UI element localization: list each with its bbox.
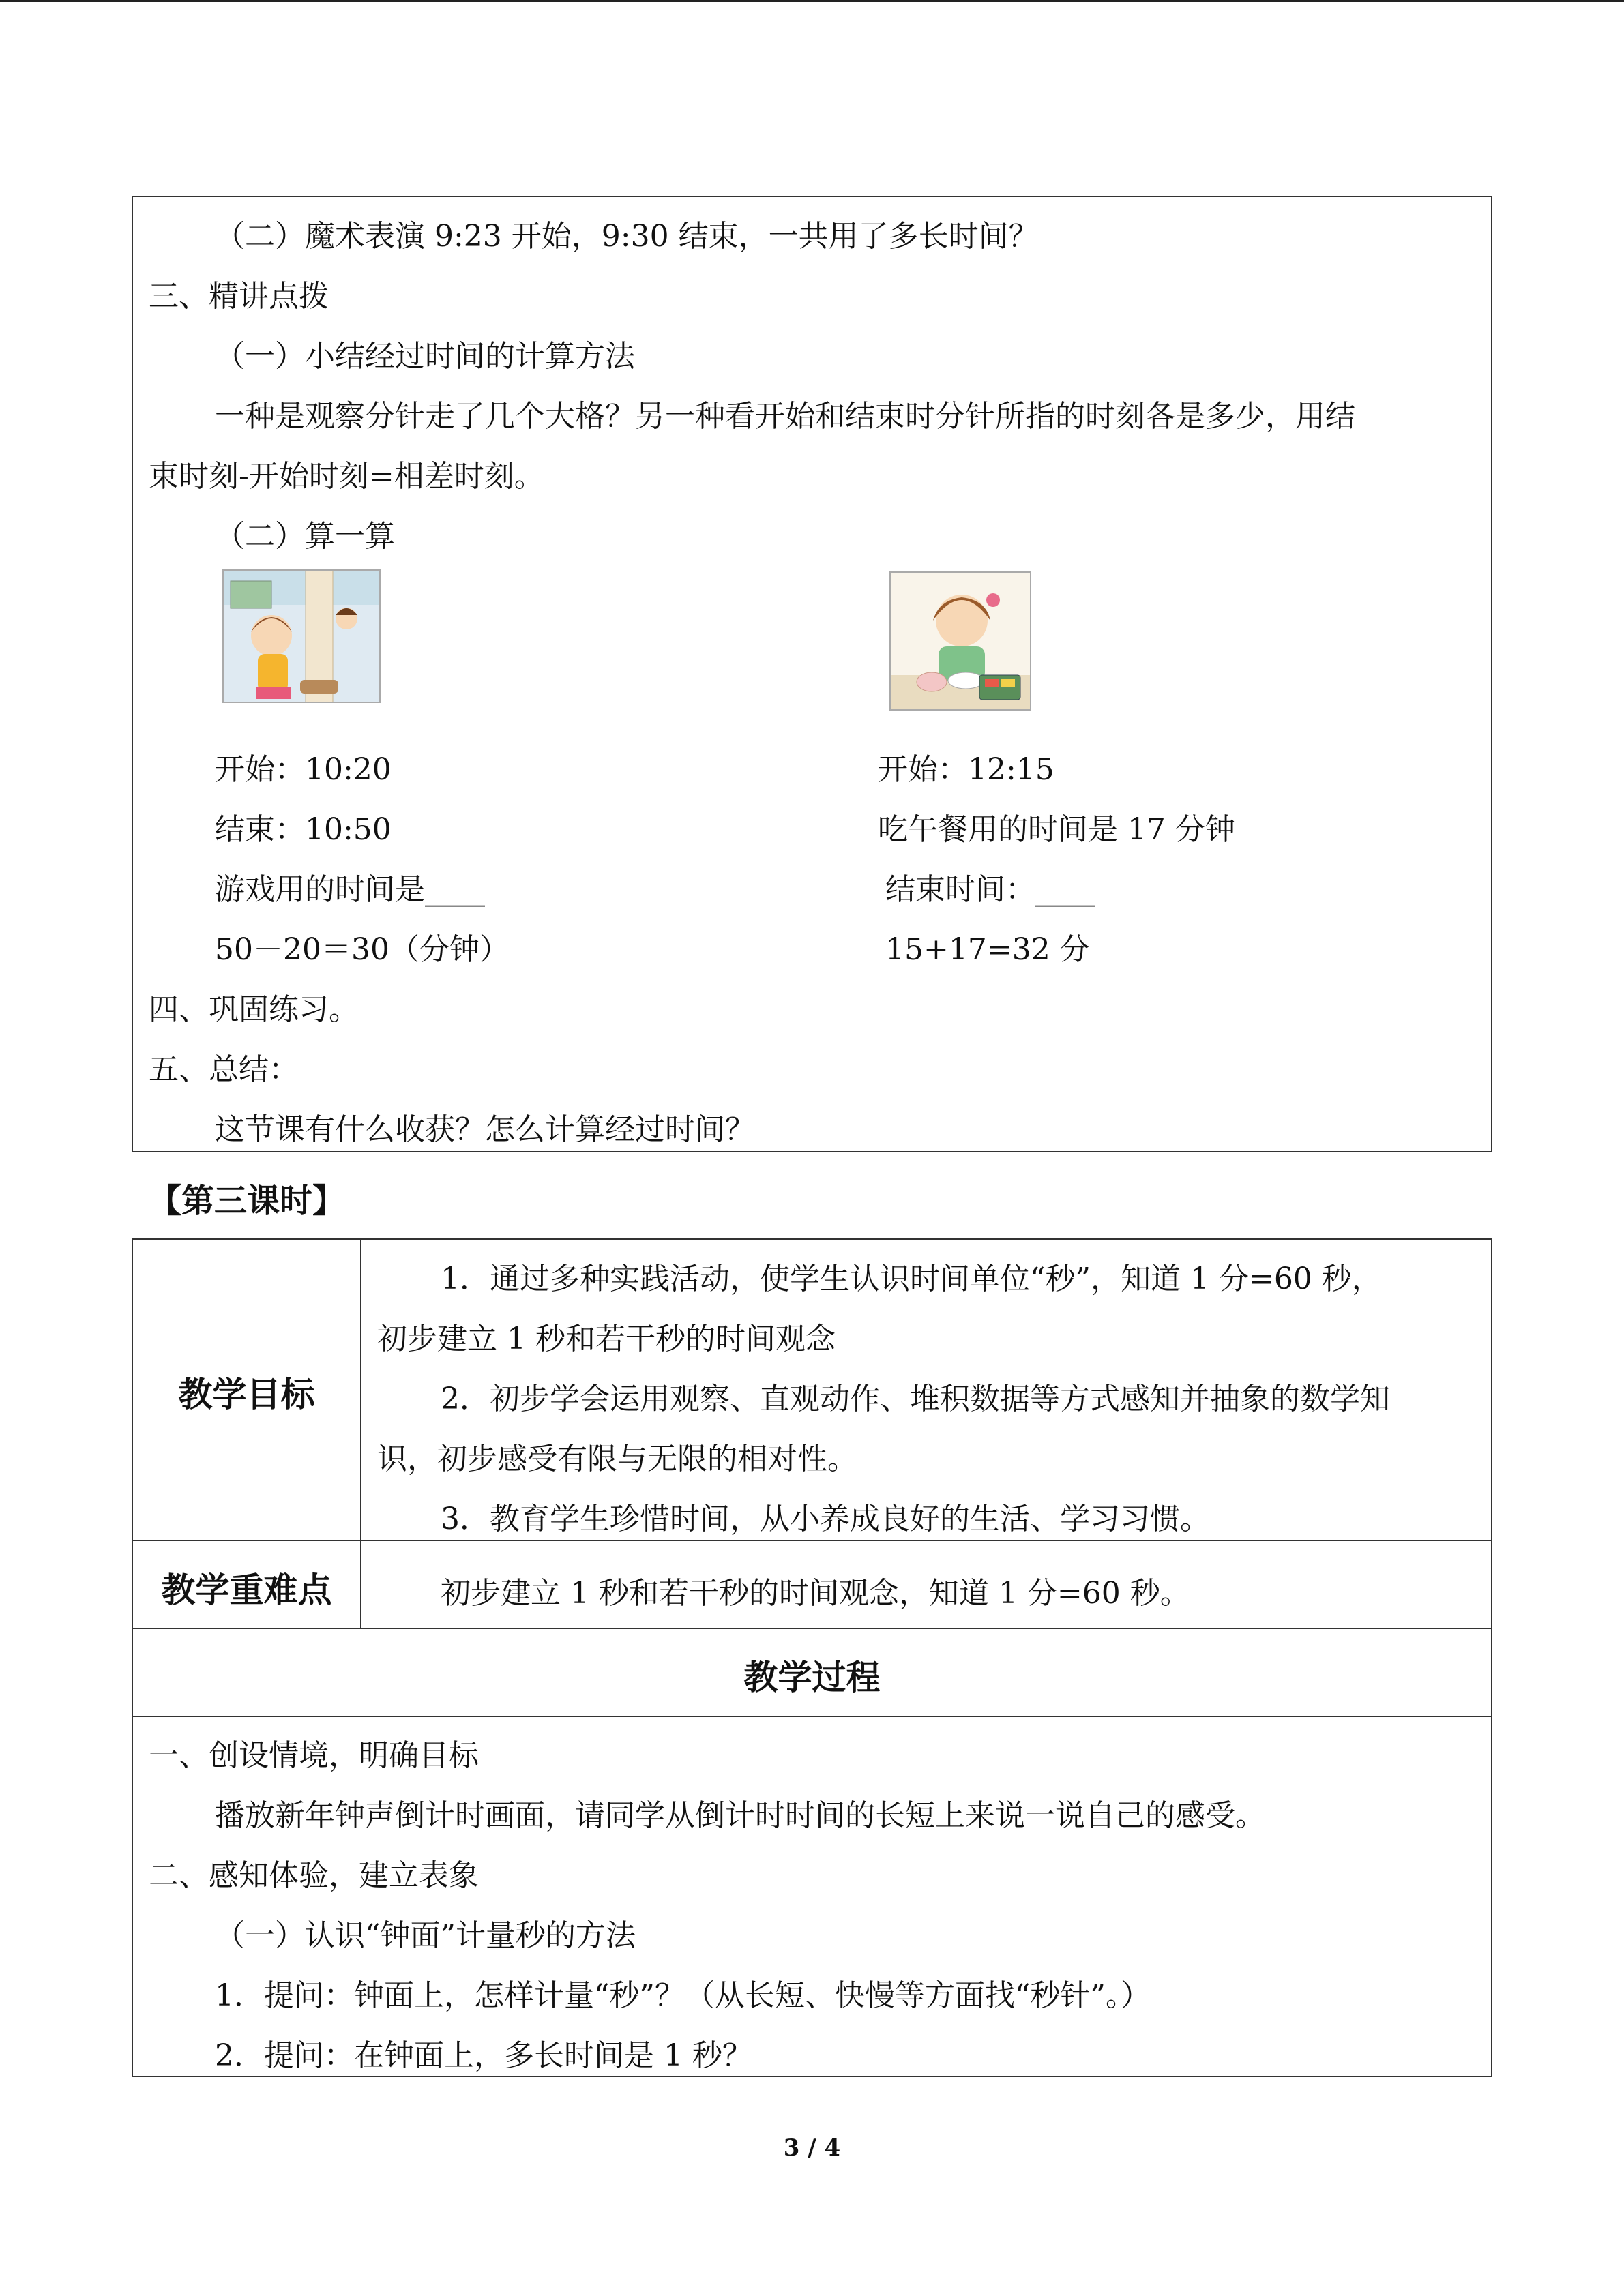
girl-eating-lunch-illustration	[889, 571, 1031, 711]
section-heading: 五、总结：	[149, 1052, 299, 1087]
table-divider	[132, 1716, 1492, 1717]
key-points-text: 初步建立 1 秒和若干秒的时间观念，知道 1 分=60 秒。	[441, 1576, 1190, 1611]
girl-playing-illustration	[222, 569, 381, 703]
girl-eating-image	[891, 573, 1031, 711]
section-heading: 一、创设情境，明确目标	[149, 1738, 479, 1773]
table-divider	[132, 1540, 1492, 1541]
teaching-goals-label: 教学目标	[178, 1375, 315, 1414]
section-heading: 三、精讲点拨	[149, 279, 329, 314]
goal-line: 识，初步感受有限与无限的相对性。	[377, 1442, 857, 1476]
table-divider	[132, 1628, 1492, 1629]
page-number: 3 / 4	[783, 2134, 841, 2162]
lesson-three-heading: 【第三课时】	[149, 1182, 346, 1220]
lunch-duration: 吃午餐用的时间是 17 分钟	[878, 812, 1235, 847]
lunch-start-time: 开始：12:15	[878, 752, 1054, 787]
lunch-end-answer: 15+17=32 分	[885, 932, 1090, 967]
text-line: （二）魔术表演 9:23 开始，9:30 结束，一共用了多长时间？	[215, 219, 1039, 254]
goal-line: 1．通过多种实践活动，使学生认识时间单位“秒”，知道 1 分=60 秒，	[441, 1262, 1382, 1296]
game-start-time: 开始：10:20	[215, 752, 392, 787]
goal-line: 2．初步学会运用观察、直观动作、堆积数据等方式感知并抽象的数学知	[441, 1382, 1390, 1416]
text-line: 播放新年钟声倒计时画面，请同学从倒计时时间的长短上来说一说自己的感受。	[215, 1798, 1265, 1833]
text-line: 1．提问：钟面上，怎样计量“秒”？（从长短、快慢等方面找“秒针”。）	[215, 1978, 1151, 2013]
lunch-end-question: 结束时间：____	[885, 872, 1095, 907]
section-heading: 二、感知体验，建立表象	[149, 1858, 479, 1893]
teaching-process-label: 教学过程	[743, 1658, 881, 1697]
game-duration-answer: 50－20＝30（分钟）	[215, 932, 510, 967]
top-rule	[0, 0, 1624, 2]
section-heading: 四、巩固练习。	[149, 992, 359, 1027]
table-divider	[360, 1238, 361, 1628]
goal-line: 初步建立 1 秒和若干秒的时间观念	[377, 1322, 836, 1356]
game-duration-question: 游戏用的时间是____	[215, 872, 485, 907]
text-line: 一种是观察分针走了几个大格？另一种看开始和结束时分针所指的时刻各是多少，用结	[215, 399, 1355, 434]
subheading: （一）小结经过时间的计算方法	[215, 339, 635, 374]
girl-playing-image	[224, 571, 381, 703]
key-points-label: 教学重难点	[161, 1570, 332, 1610]
subheading: （二）算一算	[215, 519, 395, 554]
goal-line: 3．教育学生珍惜时间，从小养成良好的生活、学习习惯。	[441, 1502, 1210, 1536]
game-end-time: 结束：10:50	[215, 812, 392, 847]
text-line: 2．提问：在钟面上，多长时间是 1 秒？	[215, 2038, 752, 2073]
text-line: 这节课有什么收获？怎么计算经过时间？	[215, 1112, 755, 1147]
text-line: 束时刻-开始时刻=相差时刻。	[149, 459, 544, 494]
subheading: （一）认识“钟面”计量秒的方法	[215, 1918, 636, 1953]
